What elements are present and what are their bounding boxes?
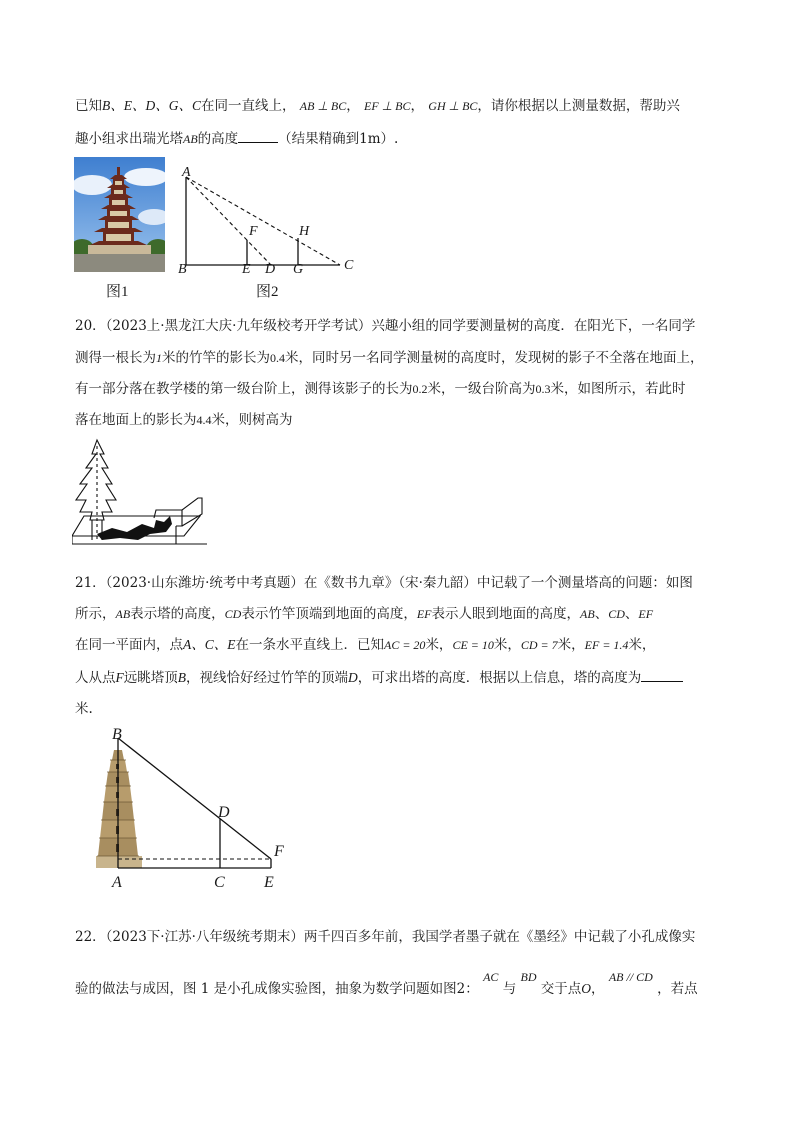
text: 在同一直线上， [201, 98, 296, 114]
label-f: F [274, 843, 284, 860]
fig2-caption: 图2 [256, 284, 279, 300]
math-bd: BD [520, 970, 537, 984]
math: AB [580, 607, 595, 621]
point: B [177, 670, 186, 685]
pagoda-photo [74, 157, 165, 272]
answer-blank[interactable] [641, 667, 683, 682]
tree-outline [76, 440, 116, 520]
text: 在一条水平直线上．已知 [235, 637, 384, 653]
text: ， [410, 98, 424, 114]
text: 、 [594, 606, 609, 622]
text: 所示， [75, 606, 116, 622]
text: 米， [628, 637, 656, 653]
text: 的高度 [197, 131, 239, 147]
text: 米， [557, 637, 585, 653]
p20-line-1: 20．（2023上·黑龙江大庆·九年级校考开学考试）兴趣小组的同学要测量树的高度．在阳光下，一名同学 [75, 318, 696, 334]
p22-line-1: 22．（2023下·江苏·八年级统考期末）两千四百多年前，我国学者墨子就在《墨经》中记载了小孔成像实 [75, 929, 696, 945]
label-d: D [265, 262, 276, 277]
math-ab-perp-bc: AB ⊥ BC [299, 99, 347, 113]
math: CE = 10 [452, 638, 494, 652]
p19-line-1 [75, 96, 680, 116]
answer-blank[interactable] [238, 128, 278, 143]
p20-line-3 [75, 379, 686, 399]
num: 0.2 [412, 382, 428, 396]
text: ，视线恰好经过竹竿的顶端 [186, 670, 348, 686]
math-ac: AC [483, 970, 499, 984]
label-a: A [182, 165, 191, 180]
text: 表示人眼到地面的高度， [431, 606, 581, 622]
text: 已知 [75, 98, 102, 114]
label-f: F [249, 224, 258, 239]
text: 趣小组求出瑞光塔 [75, 131, 183, 147]
fig1-caption: 图1 [106, 284, 129, 300]
text: 表示塔的高度， [130, 606, 225, 622]
math: AB [115, 607, 131, 621]
text: ， [346, 98, 360, 114]
num: 4.4 [196, 413, 212, 427]
text: 与 [502, 981, 517, 997]
text: 米，则树高为 [211, 412, 293, 428]
text: 表示竹竿顶端到地面的高度， [241, 606, 417, 622]
tower-figure [90, 730, 290, 880]
text: 米，同时另一名同学测量树的高度时，发现树的影子不全落在地面上， [285, 350, 704, 366]
label-c: C [344, 258, 354, 273]
text: 米，一级台阶高为 [427, 381, 536, 397]
p21-line-5: 米. [75, 701, 93, 717]
math: EF = 1.4 [584, 638, 629, 652]
label-d: D [218, 804, 230, 821]
p20-line-2 [75, 348, 704, 368]
text: ， [591, 981, 605, 997]
text: ，可求出塔的高度．根据以上信息，塔的高度为 [357, 670, 642, 686]
text: 验的做法与成因，图 1 是小孔成像实验图，抽象为数学问题如图2： [75, 981, 479, 997]
math: CD [608, 607, 625, 621]
label-b: B [178, 262, 187, 277]
num: 0.4 [270, 351, 285, 365]
dashed-ac [186, 177, 340, 265]
text: 米， [493, 637, 521, 653]
p21-line-1: 21．（2023·山东潍坊·统考中考真题）在《数书九章》（宋·秦九韶）中记载了一个测量塔高的问题：如图 [75, 575, 693, 591]
label-g: G [293, 262, 304, 277]
label-e: E [242, 262, 251, 277]
label-a: A [112, 874, 122, 891]
math: CD = 7 [520, 638, 558, 652]
text: 交于点 [540, 981, 582, 997]
points-text: B、E、D、G、C [102, 98, 201, 113]
step-side [182, 498, 202, 526]
text: 米，如图所示，若此时 [550, 381, 686, 397]
points-text: A、C、E [183, 637, 236, 652]
text: ，请你根据以上测量数据，帮助兴 [477, 98, 680, 114]
point-o: O [581, 981, 592, 996]
math-ab: AB [183, 132, 198, 146]
p20-line-4 [75, 410, 293, 430]
math-ef-perp-bc: EF ⊥ BC [364, 99, 411, 113]
point: F [115, 670, 124, 685]
dashed-ad [186, 177, 271, 265]
math: EF [416, 607, 432, 621]
text: 、 [624, 606, 639, 622]
text: 测得一根长为 [75, 350, 156, 366]
text: 米的竹竿的影长为 [162, 350, 270, 366]
p21-line-4 [75, 667, 683, 688]
label-e: E [264, 874, 274, 891]
text: 米， [425, 637, 453, 653]
label-c: C [214, 874, 225, 891]
math: AC = 20 [384, 638, 426, 652]
text: 远眺塔顶 [123, 670, 178, 686]
p19-line-2 [75, 128, 398, 149]
p21-line-2 [75, 604, 653, 624]
text: ，若点 [657, 981, 698, 997]
text: 有一部分落在教学楼的第一级台阶上，测得该影子的长为 [75, 381, 413, 397]
text: 人从点 [75, 670, 116, 686]
num: 1 [156, 351, 162, 365]
math-ab-parallel-cd: AB // CD [608, 970, 653, 984]
point: D [348, 670, 358, 685]
math: EF [638, 607, 654, 621]
tower-illustration [96, 750, 142, 868]
num: 0.3 [535, 382, 551, 396]
label-b: B [112, 726, 122, 743]
text: 在同一平面内，点 [75, 637, 183, 653]
math: CD [224, 607, 242, 621]
text: 落在地面上的影长为 [75, 412, 197, 428]
math-gh-perp-bc: GH ⊥ BC [428, 99, 478, 113]
label-h: H [299, 224, 310, 239]
p22-line-2 [75, 970, 698, 1004]
tree-shadow-figure [72, 436, 207, 554]
p21-line-3 [75, 635, 655, 655]
text: （结果精确到1m）. [278, 131, 399, 147]
sight-line-bf [118, 738, 271, 859]
